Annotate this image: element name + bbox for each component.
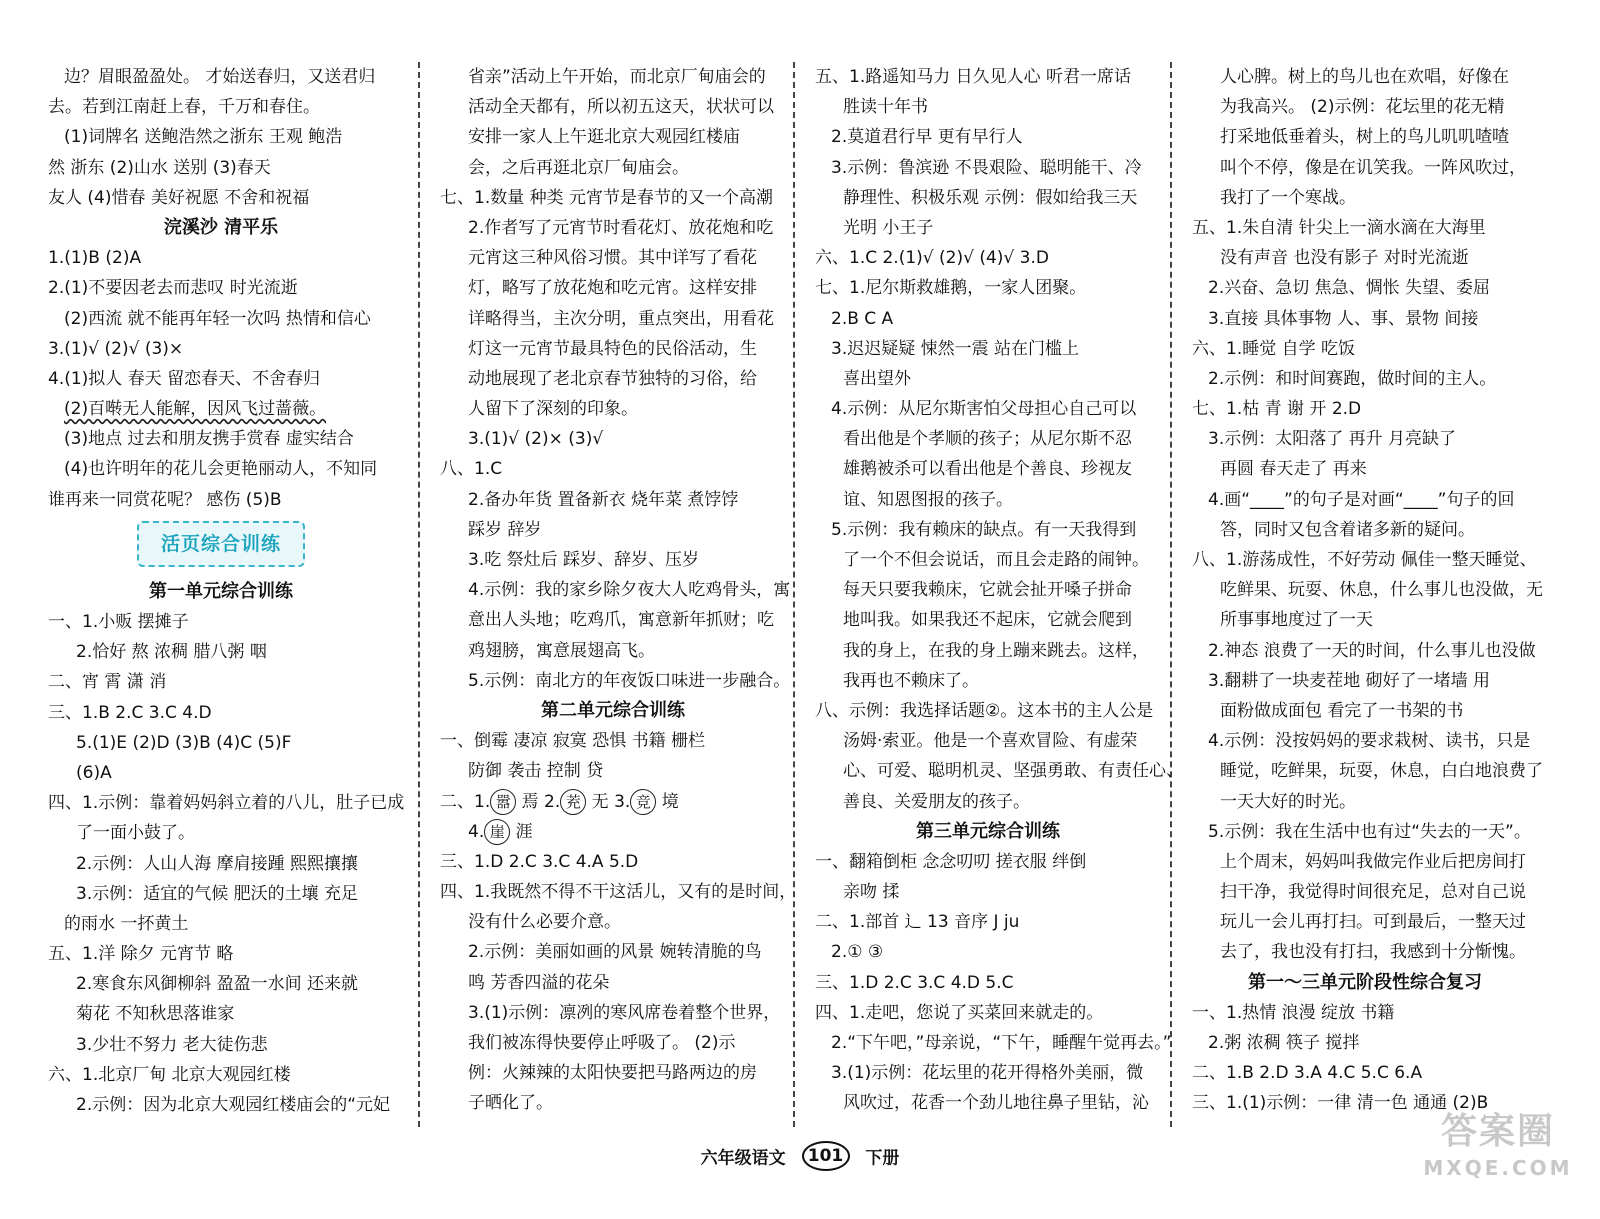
text-line: (2)西流 就不能再年轻一次吗 热情和信心 (64, 308, 371, 329)
text-line: 3.示例：适宜的气候 肥沃的土壤 充足 (76, 883, 359, 904)
text-line: 四、1.走吧，您说了买菜回来就走的。 (815, 1002, 1104, 1023)
text-line: 5.示例：我在生活中也有过“失去的一天”。 (1208, 821, 1531, 842)
text-line: 然 浙东 (2)山水 送别 (3)春天 (48, 157, 271, 178)
text-line: 地叫我。如果我还不起床，它就会爬到 (843, 610, 1132, 631)
section-heading: 第一～三单元阶段性综合复习 (1248, 971, 1482, 993)
circled-character: 茺 (560, 789, 586, 815)
section-heading: 浣溪沙 清平乐 (163, 216, 279, 238)
text-line: 菊花 不知秋思落谁家 (76, 1004, 235, 1025)
text-line: 六、1.北京厂甸 北京大观园红楼 (48, 1064, 291, 1085)
text-line: 4.(1)拟人 春天 留恋春天、不舍春归 (48, 368, 321, 389)
section-heading: 第三单元综合训练 (916, 820, 1060, 842)
text-line: 2.(1)不要因老去而悲叹 时光流逝 (48, 278, 298, 299)
text-line: 没有声音 也没有影子 对时光流逝 (1220, 248, 1469, 269)
text-line: 2.示例：因为北京大观园红楼庙会的“元妃 (76, 1095, 391, 1115)
text-line: 2.示例：美丽如画的风景 婉转清脆的鸟 (468, 942, 762, 963)
text-line: 胜读十年书 (843, 97, 928, 118)
text-line: 2.示例：和时间赛跑，做时间的主人。 (1208, 368, 1497, 389)
column-3 (815, 62, 1183, 1119)
text-line: 去。若到江南赶上春，千万和春住。 (48, 97, 320, 118)
page-footer (0, 1141, 1600, 1171)
text-line: 四、1.示例：靠着妈妈斜立着的八儿，肚子已成 (48, 793, 405, 814)
text-line: 2.① ③ (831, 942, 884, 963)
text-line: 七、1.数量 种类 元宵节是春节的又一个高潮 (440, 187, 774, 208)
text-line: 四、1.我既然不得不干这活儿，又有的是时间， (440, 882, 797, 903)
text-line: 省亲”活动上午开始，而北京厂甸庙会的 (468, 67, 766, 87)
text-line: 灯，略写了放花炮和吃元宵。这样安排 (468, 278, 757, 299)
text-line: 亲吻 揉 (843, 882, 900, 903)
section-heading: 第二单元综合训练 (541, 699, 685, 721)
text-line: 2.寒食东风御柳斜 盈盈一水间 还来就 (76, 974, 359, 995)
text-fragment: 4. (468, 821, 485, 842)
text-line: 3.示例：鲁滨逊 不畏艰险、聪明能干、冷 (831, 157, 1142, 178)
text-line: 玩儿一会儿再打扫。可到最后，一整天过 (1220, 912, 1526, 933)
text-line: 踩岁 辞岁 (468, 519, 542, 540)
watermark-title: 答案圈 (1440, 1111, 1555, 1152)
text-line: 三、1.D 2.C 3.C 4.A 5.D (440, 851, 639, 872)
column-divider (1170, 62, 1172, 1127)
text-line: 子晒化了。 (468, 1093, 553, 1114)
text-line: 三、1.B 2.C 3.C 4.D (48, 702, 212, 723)
footer-subject: 六年级语文 (700, 1148, 786, 1169)
text-line: 边？眉眼盈盈处。 才始送春归，又送君归 (64, 67, 376, 87)
text-line: 3.吃 祭灶后 踩岁、辞岁、压岁 (468, 550, 700, 570)
text-fragment: 焉 2. (516, 791, 561, 812)
text-line: 我打了一个寒战。 (1220, 187, 1356, 208)
text-fragment: 无 3. (586, 791, 631, 812)
text-line: 3.(1)示例：凛冽的寒风席卷着整个世界， (468, 1002, 781, 1023)
text-line: 2.神态 浪费了一天的时间，什么事儿也没做 (1208, 640, 1536, 661)
text-line: 了一面小鼓了。 (76, 823, 195, 844)
text-line: 善良、关爱朋友的孩子。 (843, 791, 1030, 812)
text-line: 五、1.洋 除夕 元宵节 略 (48, 944, 234, 965)
text-line: 八、1.C (440, 459, 503, 480)
watermark-logo (1418, 1108, 1578, 1200)
text-line: 喜出望外 (843, 368, 911, 389)
text-line: (3)地点 过去和朋友携手赏春 虚实结合 (64, 429, 354, 450)
circled-character: 崖 (484, 819, 510, 845)
text-line: 二、宵 霄 潇 消 (48, 672, 167, 693)
text-line: 5.示例：南北方的年夜饭口味进一步融合。 (468, 670, 791, 691)
text-line: 吃鲜果、玩耍、休息，什么事儿也没做，无 (1220, 580, 1543, 601)
section-heading: 第一单元综合训练 (149, 580, 293, 602)
text-line: 鸡翅膀，寓意展翅高飞。 (468, 640, 655, 661)
text-line: 打采地低垂着头，树上的鸟儿叽叽喳喳 (1220, 127, 1509, 148)
text-line: 一、1.热情 浪漫 绽放 书籍 (1192, 1002, 1395, 1023)
column-divider (793, 62, 795, 1127)
text-line: 5.示例：我有赖床的缺点。有一天我得到 (831, 519, 1137, 540)
text-line: 三、1.(1)示例：一律 清一色 通通 (2)B (1192, 1093, 1489, 1114)
text-line: 扫干净，我觉得时间很充足，总对自己说 (1220, 882, 1526, 903)
text-line: 人心脾。树上的鸟儿也在欢唱，好像在 (1220, 67, 1509, 87)
text-line: 所事事地度过了一天 (1220, 610, 1373, 631)
text-line: 看出他是个孝顺的孩子；从尼尔斯不忍 (843, 429, 1132, 450)
text-fragment: 二、1. (440, 791, 491, 812)
text-line: 一、翻箱倒柜 念念叨叨 搓衣服 绊倒 (815, 851, 1087, 872)
text-line: 六、1.睡觉 自学 吃饭 (1192, 338, 1356, 359)
circled-character: 嚣 (490, 789, 516, 815)
text-line: 二、1.B 2.D 3.A 4.C 5.C 6.A (1192, 1063, 1423, 1084)
text-line: 睡觉，吃鲜果，玩耍，休息，白白地浪费了 (1220, 761, 1543, 782)
text-line: 4.示例：我的家乡除夕夜大人吃鸡骨头，寓 (468, 580, 791, 601)
text-line: 2.恰好 熬 浓稠 腊八粥 咽 (76, 642, 267, 663)
text-line: 详略得当，主次分明，重点突出，用看花 (468, 308, 774, 329)
circled-character: 竞 (630, 789, 656, 815)
text-line: 风吹过，花香一个劲儿地往鼻子里钻，沁 (843, 1093, 1149, 1114)
text-line: 五、1.朱自清 针尖上一滴水滴在大海里 (1192, 217, 1486, 238)
text-line: 3.(1)√ (2)× (3)√ (468, 429, 604, 450)
text-line: 光明 小王子 (843, 217, 934, 238)
text-line: 谊、知恩图报的孩子。 (843, 489, 1013, 510)
footer-volume: 下册 (865, 1148, 900, 1169)
text-line: 灯这一元宵节最具特色的民俗活动，生 (468, 338, 757, 359)
text-line: (1)词牌名 送鲍浩然之浙东 王观 鲍浩 (64, 127, 343, 148)
text-line: 2.粥 浓稠 筷子 搅拌 (1208, 1033, 1360, 1053)
text-line: 上个周末，妈妈叫我做完作业后把房间打 (1220, 851, 1526, 872)
wavy-underlined-text: (2)百啭无人能解，因风飞过蔷薇。 (64, 399, 327, 420)
text-line: 2.作者写了元宵节时看花灯、放花炮和吃 (468, 217, 774, 238)
text-line: 二、1.部首 辶 13 音序 J ju (815, 912, 1020, 933)
watermark-url: MXQE.COM (1423, 1156, 1573, 1180)
text-line: 七、1.尼尔斯救雄鹅，一家人团聚。 (815, 278, 1087, 299)
text-fragment: 境 (656, 791, 679, 812)
text-line: 为我高兴。 (2)示例：花坛里的花无精 (1220, 97, 1505, 118)
text-line: 静理性、积极乐观 示例：假如给我三天 (843, 187, 1138, 208)
text-line: 活动全天都有，所以初五这天，状状可以 (468, 97, 774, 118)
text-line (440, 817, 786, 847)
text-line: 动地展现了老北京春节独特的习俗，给 (468, 368, 757, 389)
badge-wrap (48, 515, 394, 577)
text-line: 意出人头地；吃鸡爪，寓意新年抓财；吃 (468, 610, 774, 631)
text-line: 我的身上，在我的身上蹦来跳去。这样， (843, 640, 1149, 661)
column-divider (418, 62, 420, 1127)
text-line: 元宵这三种风俗习惯。其中详写了看花 (468, 248, 757, 269)
text-line: 三、1.D 2.C 3.C 4.D 5.C (815, 972, 1014, 993)
page-number: 101 (802, 1141, 850, 1171)
text-line: 3.迟迟疑疑 悚然一震 站在门槛上 (831, 338, 1080, 359)
text-line: 六、1.C 2.(1)√ (2)√ (4)√ 3.D (815, 248, 1049, 269)
text-line: 1.(1)B (2)A (48, 248, 142, 269)
text-line: 七、1.枯 青 谢 开 2.D (1192, 399, 1362, 420)
text-line: 2.备办年货 置备新衣 烧年菜 煮饽饽 (468, 489, 739, 510)
text-line: 3.翻耕了一块麦茬地 砌好了一堵墙 用 (1208, 670, 1491, 691)
text-line: 叫个不停，像是在讥笑我。一阵风吹过， (1220, 157, 1526, 178)
text-line: 2.示例：人山人海 摩肩接踵 熙熙攘攘 (76, 853, 359, 874)
text-line: 八、1.游荡成性，不好劳动 佩佳一整天睡觉、 (1192, 550, 1537, 570)
text-line: 5.(1)E (2)D (3)B (4)C (5)F (76, 732, 292, 753)
column-2 (440, 62, 797, 1119)
text-line: 例：火辣辣的太阳快要把马路两边的房 (468, 1063, 757, 1084)
text-line (440, 787, 786, 817)
text-line: 4.示例：没按妈妈的要求栽树、读书，只是 (1208, 731, 1531, 752)
text-line: 我们被冻得快要停止呼吸了。 (2)示 (468, 1033, 736, 1053)
text-line: 一天大好的时光。 (1220, 791, 1356, 812)
text-line: 2.莫道君行早 更有早行人 (831, 127, 1023, 148)
text-line: 3.(1)√ (2)√ (3)× (48, 338, 184, 359)
text-line: 4.画“____”的句子是对画“____”句子的回 (1208, 489, 1515, 510)
text-line: 的雨水 一抔黄土 (64, 913, 189, 934)
text-line: 2.“下午吧，”母亲说，“下午，睡醒午觉再去。” (831, 1033, 1172, 1053)
column-1 (48, 62, 405, 1120)
text-line: 3.直接 具体事物 人、事、景物 间接 (1208, 308, 1479, 329)
text-line: 每天只要我赖床，它就会扯开嗓子拼命 (843, 580, 1132, 601)
text-line: 五、1.路遥知马力 日久见人心 听君一席话 (815, 67, 1132, 87)
text-line: 人留下了深刻的印象。 (468, 399, 638, 420)
text-line: 2.B C A (831, 308, 894, 329)
text-line: 2.兴奋、急切 焦急、惆怅 失望、委屈 (1208, 278, 1491, 299)
text-line: 防御 袭击 控制 贷 (468, 761, 604, 782)
text-line: 谁再来一同赏花呢？ 感伤 (5)B (48, 489, 282, 510)
text-line: 雄鹅被杀可以看出他是个善良、珍视友 (843, 459, 1132, 480)
text-line: 会，之后再逛北京厂甸庙会。 (468, 157, 689, 178)
text-line: 安排一家人上午逛北京大观园红楼庙 (468, 127, 740, 148)
text-line: 3.(1)示例：花坛里的花开得格外美丽，微 (831, 1063, 1144, 1084)
text-line: (4)也许明年的花儿会更艳丽动人，不知同 (64, 459, 378, 480)
text-line: 一、1.小贩 摆摊子 (48, 612, 189, 632)
text-line: 没有什么必要介意。 (468, 912, 621, 933)
text-line: 一、倒霉 凄凉 寂寞 恐惧 书籍 栅栏 (440, 731, 706, 752)
text-line: 再圆 春天走了 再来 (1220, 459, 1367, 480)
text-line: 去了，我也没有打扫，我感到十分惭愧。 (1220, 942, 1526, 963)
text-line: 3.示例：太阳落了 再升 月亮缺了 (1208, 429, 1457, 450)
text-line: 答，同时又包含着诸多新的疑问。 (1220, 519, 1475, 540)
text-line: 八、示例：我选择话题②。这本书的主人公是 (815, 700, 1154, 721)
section-badge: 活页综合训练 (137, 521, 305, 567)
text-line: 了一个不但会说话，而且会走路的闹钟。 (843, 550, 1149, 570)
text-line (48, 394, 394, 424)
text-line: 4.示例：从尼尔斯害怕父母担心自己可以 (831, 399, 1137, 420)
text-line: 我再也不赖床了。 (843, 670, 979, 691)
text-line: 3.少壮不努力 老大徒伤悲 (76, 1034, 268, 1055)
text-line: 汤姆·索亚。他是一个喜欢冒险、有虚荣 (843, 731, 1138, 752)
text-line: 心、可爱、聪明机灵、坚强勇敢、有责任心、 (843, 761, 1183, 782)
text-line: 友人 (4)惜春 美好祝愿 不舍和祝福 (48, 187, 310, 208)
text-line: 面粉做成面包 看完了一书架的书 (1220, 700, 1464, 721)
text-line: 鸣 芳香四溢的花朵 (468, 972, 610, 993)
column-4 (1192, 62, 1543, 1119)
text-line: (6)A (76, 762, 112, 783)
text-fragment: 涯 (510, 821, 533, 842)
